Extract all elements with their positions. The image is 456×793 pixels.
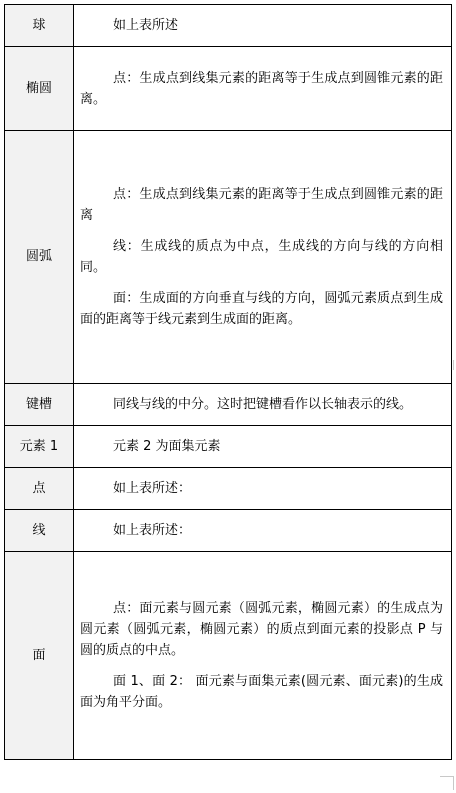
row-content-ellipse: [74, 47, 452, 131]
margin-marker: [453, 776, 454, 790]
margin-marker: [453, 360, 454, 370]
row-label-arc: 圆弧: [5, 131, 74, 384]
row-content-keyway: [74, 384, 452, 426]
row-content-plane: [74, 552, 452, 760]
row-label-line: 线: [5, 510, 74, 552]
paragraph: 如上表所述：: [113, 523, 192, 538]
row-content-sphere: [74, 5, 452, 47]
margin-marker: [440, 776, 454, 777]
row-label-keyway: 键槽: [5, 384, 74, 426]
table-row-point: [5, 468, 452, 510]
table-row-sphere: [5, 5, 452, 47]
row-content-element-1: [74, 426, 452, 468]
row-label-sphere: 球: [5, 5, 74, 47]
paragraph: 元素 2 为面集元素: [113, 439, 221, 454]
element-rules-table: [4, 4, 452, 760]
table-row-arc: [5, 131, 452, 384]
table-row-ellipse: [5, 47, 452, 131]
row-label-element-1: 元素 1: [5, 426, 74, 468]
paragraph: 点：面元素与圆元素（圆弧元素，椭圆元素）的生成点为圆元素（圆弧元素，椭圆元素）的质点到面元素的投影点 P 与圆的质点的中点。: [80, 601, 443, 658]
paragraph: 点：生成点到线集元素的距离等于生成点到圆锥元素的距离: [80, 187, 443, 223]
row-content-arc: [74, 131, 452, 384]
paragraph: 同线与线的中分。这时把键槽看作以长轴表示的线。: [113, 397, 413, 412]
paragraph: 面：生成面的方向垂直与线的方向，圆弧元素质点到生成面的距离等于线元素到生成面的距离。: [80, 291, 443, 327]
paragraph: 如上表所述：: [113, 481, 192, 496]
table-row-line: [5, 510, 452, 552]
paragraph: 点：生成点到线集元素的距离等于生成点到圆锥元素的距离。: [80, 70, 443, 107]
row-content-point: [74, 468, 452, 510]
row-label-point: 点: [5, 468, 74, 510]
row-label-plane: 面: [5, 552, 74, 760]
table-row-element-1: [5, 426, 452, 468]
table-row-keyway: [5, 384, 452, 426]
row-content-line: [74, 510, 452, 552]
paragraph: 线：生成线的质点为中点，生成线的方向与线的方向相同。: [80, 239, 443, 275]
paragraph: 面 1、面 2： 面元素与面集元素(圆元素、面元素)的生成面为角平分面。: [80, 674, 443, 710]
row-label-ellipse: 椭圆: [5, 47, 74, 131]
table-row-plane: [5, 552, 452, 760]
paragraph: 如上表所述: [113, 18, 179, 33]
